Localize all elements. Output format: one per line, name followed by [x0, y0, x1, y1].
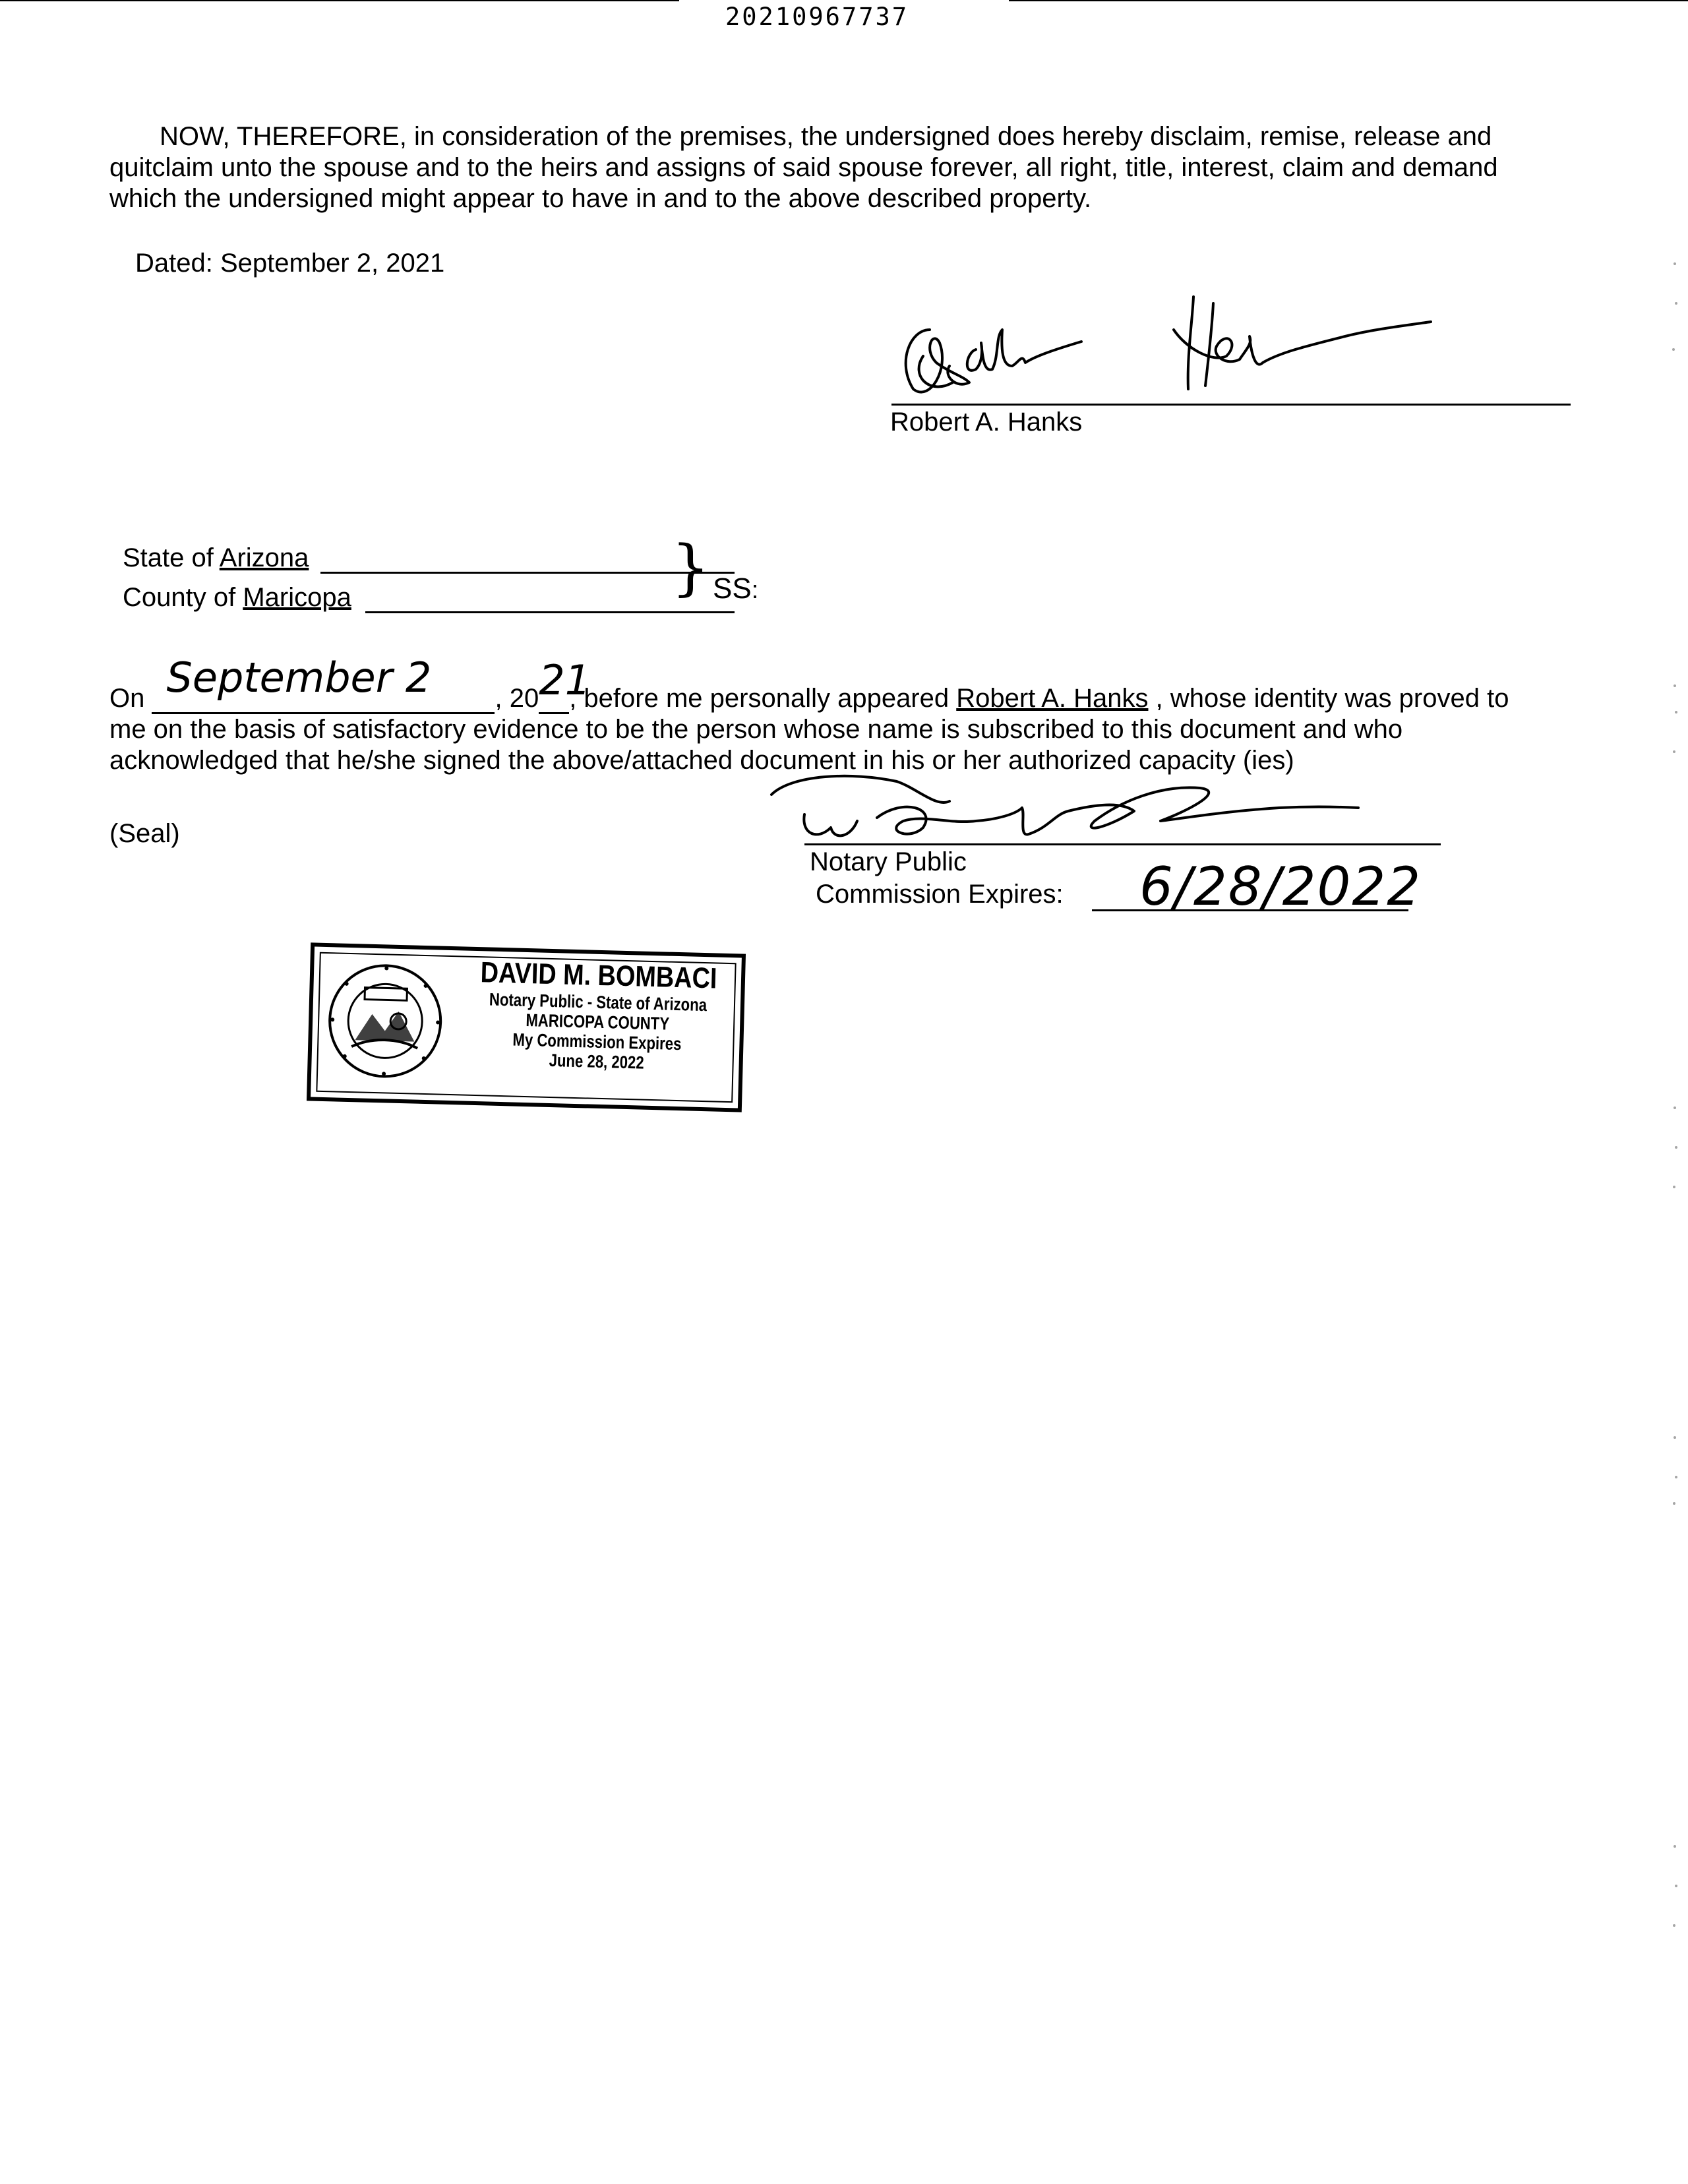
release-line-3: which the undersigned might appear to have in and to the above described property. — [109, 184, 1092, 213]
stamp-line-expiry: June 28, 2022 — [549, 1050, 645, 1073]
commission-expires-label: Commission Expires: — [816, 880, 1064, 909]
handwritten-expiry-date: 6/28/2022 — [1139, 856, 1422, 917]
release-line-1: NOW, THEREFORE, in consideration of the premises, the undersigned does hereby disclaim, remise, release and — [160, 122, 1492, 151]
notary-signature — [765, 775, 1372, 854]
ss-colon: : — [751, 576, 759, 604]
scan-edge-artifacts — [1668, 251, 1681, 1965]
stamp-line-county: MARICOPA COUNTY — [526, 1010, 670, 1034]
handwritten-date: September 2 — [166, 653, 432, 702]
year-blank — [539, 656, 591, 714]
ack-line-2: me on the basis of satisfactory evidence to be the person whose name is subscribed to this document and who — [109, 715, 1403, 744]
ack-line-1 — [109, 653, 1586, 714]
date-blank — [152, 653, 495, 714]
stamp-line-state: Notary Public - State of Arizona — [489, 989, 708, 1016]
county-fill-line — [365, 611, 735, 613]
stamp-line-commission: My Commission Expires — [512, 1029, 682, 1054]
handwritten-year: 21 — [539, 656, 591, 704]
dated-line: Dated: September 2, 2021 — [135, 249, 445, 278]
state-prefix: State of — [123, 543, 220, 572]
notary-signature-line — [804, 843, 1441, 845]
top-rule-right — [1009, 0, 1688, 1]
grantor-signature — [884, 290, 1437, 409]
release-paragraph — [109, 121, 1573, 214]
ack-line-1-tail: , whose identity was proved to — [1148, 684, 1509, 713]
ack-on: On — [109, 684, 145, 713]
ss-text: SS — [713, 572, 752, 605]
notary-stamp — [307, 942, 746, 1112]
venue-block — [123, 543, 351, 622]
county-row — [123, 582, 351, 622]
venue-brace: } — [671, 532, 710, 603]
stamp-notary-name: DAVID M. BOMBACI — [480, 956, 718, 995]
signer-name: Robert A. Hanks — [890, 408, 1083, 437]
notary-public-label: Notary Public — [810, 847, 967, 876]
acknowledgment-paragraph — [109, 653, 1586, 776]
ack-before-me: , before me personally appeared — [569, 684, 957, 713]
ss-label — [713, 572, 758, 605]
document-number: 20210967737 — [725, 3, 909, 31]
state-value: Arizona — [219, 543, 309, 572]
top-rule-left — [0, 0, 679, 1]
ack-year-prefix: , 20 — [495, 684, 539, 713]
ack-line-3: acknowledged that he/she signed the above/attached document in his or her authorized capacity (ies) — [109, 746, 1294, 775]
appeared-name: Robert A. Hanks — [956, 684, 1149, 713]
stamp-text-block — [458, 956, 737, 1075]
county-prefix: County of — [123, 583, 243, 612]
grantor-signature-line — [891, 404, 1571, 406]
state-seal-icon — [324, 960, 446, 1082]
county-value: Maricopa — [243, 583, 351, 612]
seal-label: (Seal) — [109, 819, 180, 848]
state-row — [123, 543, 351, 582]
release-line-2: quitclaim unto the spouse and to the heirs and assigns of said spouse forever, all right, title, interest, claim and demand — [109, 153, 1498, 182]
